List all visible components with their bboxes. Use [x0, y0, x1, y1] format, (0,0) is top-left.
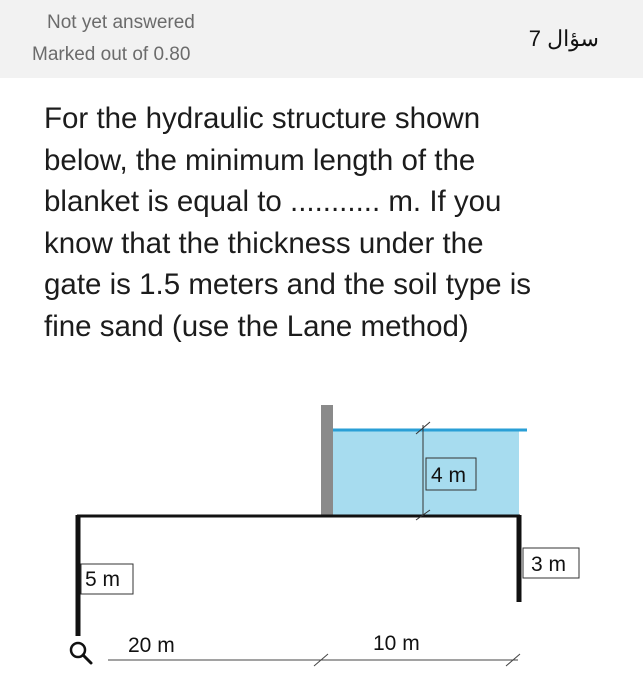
magnifier-icon[interactable]	[68, 640, 94, 666]
question-marks: Marked out of 0.80	[32, 44, 191, 65]
blanket-length-label: 20 m	[128, 634, 175, 657]
question-line: blanket is equal to ........... m. If you	[44, 185, 502, 218]
question-line: gate is 1.5 meters and the soil type is	[44, 268, 532, 301]
left-pile-label: 5 m	[85, 568, 121, 591]
gate	[321, 405, 333, 517]
question-number: سؤال 7	[528, 26, 599, 51]
answer-status: Not yet answered	[47, 12, 195, 33]
question-line: fine sand (use the Lane method)	[44, 309, 469, 343]
water-depth-label: 4 m	[431, 464, 467, 487]
floor-length-label: 10 m	[373, 632, 420, 655]
question-line: below, the minimum length of the	[44, 143, 476, 177]
question-line: For the hydraulic structure shown	[44, 102, 481, 135]
water-body	[329, 430, 519, 516]
question-line: know that the thickness under the	[44, 226, 484, 260]
right-pile-label: 3 m	[531, 553, 567, 576]
